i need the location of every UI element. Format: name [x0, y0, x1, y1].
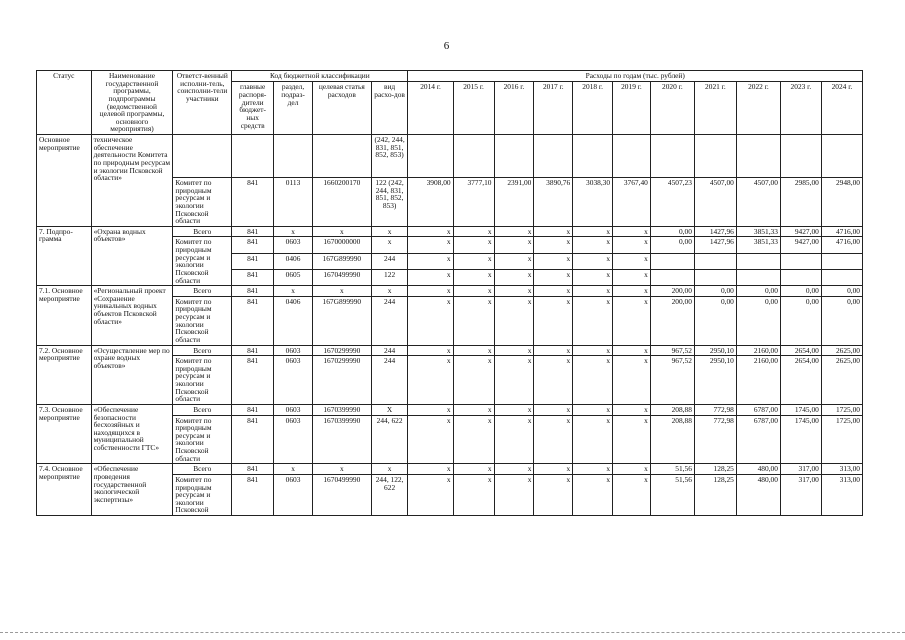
value-cell: 0,00	[736, 296, 780, 345]
grbs-cell: 841	[232, 237, 274, 253]
value-cell: x	[408, 464, 453, 475]
value-cell	[821, 253, 862, 269]
value-cell: x	[408, 226, 453, 237]
type-cell: 122 (242, 244, 831, 851, 852, 853)	[371, 178, 408, 227]
value-cell: x	[408, 356, 453, 405]
value-cell: x	[613, 356, 651, 405]
grbs-cell: 841	[232, 356, 274, 405]
value-cell: x	[453, 253, 494, 269]
table-row	[37, 135, 863, 178]
header-name: Наименование государственной программы, подпрограммы (ведомственной целевой программы, основного мероприятия)	[91, 71, 173, 135]
value-cell: x	[613, 415, 651, 464]
value-cell: 128,25	[694, 464, 736, 475]
value-cell: 967,52	[650, 345, 694, 356]
target-cell: 1670499990	[312, 474, 371, 515]
value-cell: x	[613, 237, 651, 253]
table-row	[37, 464, 863, 475]
type-cell: X	[371, 404, 408, 415]
value-cell: 2160,00	[736, 345, 780, 356]
scan-bottom-rule	[0, 632, 905, 633]
value-cell: x	[494, 356, 534, 405]
value-cell	[694, 269, 736, 285]
value-cell: x	[573, 464, 613, 475]
value-cell: 0,00	[780, 296, 821, 345]
header-year: 2023 г.	[780, 82, 821, 135]
value-cell: x	[408, 253, 453, 269]
table-row	[37, 286, 863, 297]
header-expenses: Расходы по годам (тыс. рублей)	[408, 71, 863, 82]
section-cell: 0406	[274, 253, 313, 269]
header-year: 2017 г.	[534, 82, 573, 135]
value-cell: 967,52	[650, 356, 694, 405]
header-year: 2015 г.	[453, 82, 494, 135]
value-cell: 4507,00	[694, 178, 736, 227]
page-number: 6	[443, 40, 450, 52]
value-cell: x	[573, 415, 613, 464]
grbs-cell: 841	[232, 296, 274, 345]
value-cell: x	[494, 253, 534, 269]
value-cell: x	[534, 345, 573, 356]
name-cell: «Обеспечение безопасности бесхозяйных и находящихся в муниципальной собственности ГТС»	[91, 404, 173, 463]
target-cell: 1670299990	[312, 345, 371, 356]
value-cell: x	[408, 237, 453, 253]
section-cell: 0603	[274, 404, 313, 415]
type-cell: x	[371, 237, 408, 253]
type-cell: 122	[371, 269, 408, 285]
grbs-cell: 841	[232, 464, 274, 475]
value-cell: 128,25	[694, 474, 736, 515]
type-cell: 244, 622	[371, 415, 408, 464]
header-target: целевая статья расходов	[312, 82, 371, 135]
status-cell: 7.2. Основное мероприятие	[37, 345, 92, 404]
value-cell: x	[453, 269, 494, 285]
grbs-cell: 841	[232, 345, 274, 356]
value-cell: x	[573, 356, 613, 405]
grbs-cell: 841	[232, 253, 274, 269]
executor-cell: Комитет по природным ресурсам и экологии Псковской области	[173, 356, 232, 405]
value-cell: x	[534, 226, 573, 237]
value-cell: x	[573, 345, 613, 356]
section-cell: 0605	[274, 269, 313, 285]
value-cell: x	[613, 296, 651, 345]
header-year: 2018 г.	[573, 82, 613, 135]
value-cell: 2160,00	[736, 356, 780, 405]
header-year: 2019 г.	[613, 82, 651, 135]
value-cell: 2950,10	[694, 356, 736, 405]
value-cell: 0,00	[694, 286, 736, 297]
target-cell: 167G899990	[312, 296, 371, 345]
section-cell: 0113	[274, 178, 313, 227]
value-cell: x	[408, 286, 453, 297]
table-row	[37, 226, 863, 237]
value-cell: x	[573, 253, 613, 269]
header-year: 2024 г.	[821, 82, 862, 135]
executor-cell: Всего	[173, 345, 232, 356]
value-cell: x	[534, 296, 573, 345]
value-cell: x	[494, 296, 534, 345]
target-cell: 1660200170	[312, 178, 371, 227]
value-cell: 6787,00	[736, 404, 780, 415]
type-cell: 244	[371, 296, 408, 345]
value-cell: x	[534, 237, 573, 253]
target-cell: 1670499990	[312, 269, 371, 285]
target-cell: 1670399990	[312, 404, 371, 415]
value-cell: 317,00	[780, 464, 821, 475]
value-cell: 9427,00	[780, 226, 821, 237]
value-cell	[736, 269, 780, 285]
value-cell: x	[573, 404, 613, 415]
value-cell: 2985,00	[780, 178, 821, 227]
value-cell	[780, 253, 821, 269]
header-year: 2014 г.	[408, 82, 453, 135]
name-cell: «Охрана водных объектов»	[91, 226, 173, 285]
grbs-cell: 841	[232, 286, 274, 297]
value-cell: x	[613, 474, 651, 515]
value-cell	[650, 269, 694, 285]
grbs-cell: 841	[232, 178, 274, 227]
value-cell: x	[573, 474, 613, 515]
header-budget-code: Код бюджетной классификации	[232, 71, 408, 82]
target-cell: x	[312, 226, 371, 237]
executor-cell: Комитет по природным ресурсам и экологии Псковской области	[173, 415, 232, 464]
value-cell: 1745,00	[780, 404, 821, 415]
value-cell: 3851,33	[736, 237, 780, 253]
value-cell	[650, 253, 694, 269]
value-cell: x	[494, 474, 534, 515]
value-cell: 208,88	[650, 415, 694, 464]
value-cell: x	[613, 253, 651, 269]
value-cell: 3767,40	[613, 178, 651, 227]
value-cell: 317,00	[780, 474, 821, 515]
value-cell: x	[453, 296, 494, 345]
value-cell: 0,00	[821, 286, 862, 297]
value-cell: 1725,00	[821, 415, 862, 464]
value-cell: x	[613, 404, 651, 415]
value-cell: 2654,00	[780, 345, 821, 356]
executor-cell: Комитет по природным ресурсам и экологии Псковской области	[173, 178, 232, 227]
target-cell: x	[312, 286, 371, 297]
target-cell: x	[312, 464, 371, 475]
header-year: 2016 г.	[494, 82, 534, 135]
value-cell: x	[494, 404, 534, 415]
value-cell: 2625,00	[821, 345, 862, 356]
value-cell: 1427,96	[694, 237, 736, 253]
grbs-cell: 841	[232, 415, 274, 464]
value-cell	[694, 253, 736, 269]
value-cell	[821, 269, 862, 285]
value-cell: x	[408, 474, 453, 515]
grbs-cell: 841	[232, 226, 274, 237]
value-cell: 313,00	[821, 464, 862, 475]
value-cell: 6787,00	[736, 415, 780, 464]
section-cell: 0603	[274, 356, 313, 405]
value-cell: x	[573, 269, 613, 285]
value-cell: x	[613, 345, 651, 356]
value-cell: x	[453, 474, 494, 515]
value-cell: x	[534, 286, 573, 297]
value-cell: x	[494, 345, 534, 356]
value-cell: x	[613, 286, 651, 297]
value-cell: x	[453, 404, 494, 415]
value-cell: x	[494, 286, 534, 297]
header-executor: Ответст-венный исполни-тель, соисполни-тели участники	[173, 71, 232, 135]
value-cell: 0,00	[694, 296, 736, 345]
value-cell: 4507,23	[650, 178, 694, 227]
value-cell: 3038,30	[573, 178, 613, 227]
section-cell: 0406	[274, 296, 313, 345]
section-cell: 0603	[274, 345, 313, 356]
name-cell: «Обеспечение проведения государственной экологической экспертизы»	[91, 464, 173, 516]
table-row	[37, 345, 863, 356]
grbs-cell: 841	[232, 474, 274, 515]
header-year: 2022 г.	[736, 82, 780, 135]
target-cell: 1670299990	[312, 356, 371, 405]
value-cell: 9427,00	[780, 237, 821, 253]
header-status: Статус	[37, 71, 92, 135]
status-cell: 7. Подпро-грамма	[37, 226, 92, 285]
section-cell: x	[274, 464, 313, 475]
value-cell: 480,00	[736, 464, 780, 475]
value-cell: x	[494, 269, 534, 285]
value-cell: 2625,00	[821, 356, 862, 405]
header-row-1	[37, 71, 863, 82]
value-cell: x	[613, 464, 651, 475]
section-cell: x	[274, 226, 313, 237]
target-cell: 1670000000	[312, 237, 371, 253]
section-cell: 0603	[274, 474, 313, 515]
section-cell: 0603	[274, 237, 313, 253]
name-cell: «Региональный проект «Сохранение уникальных водных объектов Псковской области»	[91, 286, 173, 345]
type-cell: (242, 244, 831, 851, 852, 853)	[371, 135, 408, 178]
grbs-cell: 841	[232, 269, 274, 285]
executor-cell: Всего	[173, 464, 232, 475]
value-cell: 0,00	[650, 226, 694, 237]
value-cell: 2948,00	[821, 178, 862, 227]
section-cell: x	[274, 286, 313, 297]
value-cell: x	[573, 237, 613, 253]
value-cell: 2950,10	[694, 345, 736, 356]
value-cell: x	[408, 404, 453, 415]
value-cell	[780, 269, 821, 285]
name-cell: «Осуществление мер по охране водных объектов»	[91, 345, 173, 404]
value-cell: 3908,00	[408, 178, 453, 227]
value-cell: x	[453, 415, 494, 464]
executor-cell: Всего	[173, 404, 232, 415]
value-cell: x	[408, 345, 453, 356]
budget-expenses-table	[36, 70, 863, 516]
header-year: 2020 г.	[650, 82, 694, 135]
section-cell: 0603	[274, 415, 313, 464]
executor-cell: Всего	[173, 226, 232, 237]
value-cell: 313,00	[821, 474, 862, 515]
value-cell: x	[408, 296, 453, 345]
type-cell: 244	[371, 253, 408, 269]
value-cell: 3777,10	[453, 178, 494, 227]
value-cell: x	[573, 226, 613, 237]
value-cell: x	[534, 356, 573, 405]
executor-cell: Комитет по природным ресурсам и экологии Псковской	[173, 474, 232, 515]
value-cell: 772,98	[694, 415, 736, 464]
value-cell: x	[453, 464, 494, 475]
value-cell: 2391,00	[494, 178, 534, 227]
value-cell: x	[573, 286, 613, 297]
value-cell: 2654,00	[780, 356, 821, 405]
target-cell: 1670399990	[312, 415, 371, 464]
value-cell: x	[534, 253, 573, 269]
type-cell: 244	[371, 356, 408, 405]
grbs-cell: 841	[232, 404, 274, 415]
value-cell: 200,00	[650, 286, 694, 297]
value-cell: 208,88	[650, 404, 694, 415]
value-cell: x	[408, 415, 453, 464]
value-cell: 4507,00	[736, 178, 780, 227]
status-cell: 7.3. Основное мероприятие	[37, 404, 92, 463]
value-cell: 0,00	[736, 286, 780, 297]
value-cell: x	[408, 269, 453, 285]
value-cell: x	[534, 404, 573, 415]
table-row	[37, 404, 863, 415]
value-cell: 772,98	[694, 404, 736, 415]
value-cell: x	[573, 296, 613, 345]
value-cell: 200,00	[650, 296, 694, 345]
value-cell: x	[494, 415, 534, 464]
status-cell: 7.4. Основное мероприятие	[37, 464, 92, 516]
value-cell: x	[494, 226, 534, 237]
value-cell: 3890,76	[534, 178, 573, 227]
executor-cell: Всего	[173, 286, 232, 297]
value-cell: x	[453, 237, 494, 253]
header-year: 2021 г.	[694, 82, 736, 135]
value-cell: x	[534, 474, 573, 515]
value-cell: 1745,00	[780, 415, 821, 464]
value-cell	[736, 253, 780, 269]
value-cell: x	[453, 356, 494, 405]
value-cell: 51,56	[650, 474, 694, 515]
target-cell: 167G899990	[312, 253, 371, 269]
value-cell: 480,00	[736, 474, 780, 515]
header-type: вид расхо-дов	[371, 82, 408, 135]
value-cell: x	[613, 226, 651, 237]
header-grbs: главные распоря-дители бюджет-ных средств	[232, 82, 274, 135]
status-cell: 7.1. Основное мероприятие	[37, 286, 92, 345]
value-cell: 0,00	[821, 296, 862, 345]
name-cell: техническое обеспечение деятельности Комитета по природным ресурсам и экологии Псковской области»	[91, 135, 173, 227]
value-cell: x	[534, 415, 573, 464]
value-cell: 0,00	[780, 286, 821, 297]
value-cell: 1725,00	[821, 404, 862, 415]
value-cell: 0,00	[650, 237, 694, 253]
value-cell: 51,56	[650, 464, 694, 475]
type-cell: 244	[371, 345, 408, 356]
value-cell: x	[494, 237, 534, 253]
value-cell: 4716,00	[821, 226, 862, 237]
value-cell: x	[453, 286, 494, 297]
executor-cell: Комитет по природным ресурсам и экологии Псковской области	[173, 237, 232, 286]
value-cell: x	[613, 269, 651, 285]
status-cell: Основное мероприятие	[37, 135, 92, 227]
value-cell: x	[494, 464, 534, 475]
value-cell: x	[534, 464, 573, 475]
type-cell: x	[371, 286, 408, 297]
value-cell: 1427,96	[694, 226, 736, 237]
value-cell: 3851,33	[736, 226, 780, 237]
value-cell: 4716,00	[821, 237, 862, 253]
header-section: раздел, подраз-дел	[274, 82, 313, 135]
value-cell: x	[534, 269, 573, 285]
value-cell: x	[453, 226, 494, 237]
type-cell: x	[371, 226, 408, 237]
value-cell: x	[453, 345, 494, 356]
type-cell: x	[371, 464, 408, 475]
executor-cell: Комитет по природным ресурсам и экологии Псковской области	[173, 296, 232, 345]
type-cell: 244, 122, 622	[371, 474, 408, 515]
